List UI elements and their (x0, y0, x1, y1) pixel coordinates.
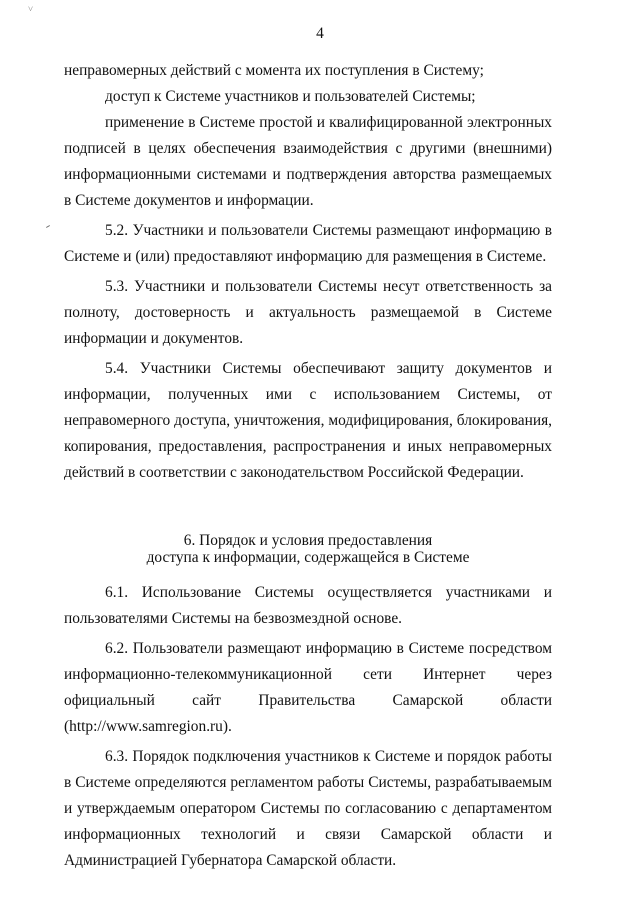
paragraph-5-3: 5.3. Участники и пользователи Системы несут ответственность за полноту, достоверность и актуальность размещаемой в Системе информации и документов. (64, 278, 552, 347)
paragraph-continuation: неправомерных действий с момента их поступления в Систему; (64, 62, 484, 79)
scan-tick-mark (46, 225, 50, 228)
section-6-heading (64, 532, 552, 566)
paragraph-6-1: 6.1. Использование Системы осуществляется участниками и пользователями Системы на безвозмездной основе. (64, 584, 552, 627)
page-number: 4 (316, 25, 324, 42)
scan-mark: ˅ (28, 4, 34, 14)
paragraph-6-2: 6.2. Пользователи размещают информацию в Системе посредством информационно-телекоммуникационной сети Интернет через официальный сайт Правительства Самарской области (http://www.samregion.ru). (64, 640, 552, 735)
paragraph-5-4: 5.4. Участники Системы обеспечивают защиту документов и информации, полученных ими с использованием Системы, от неправомерного доступа, уничтожения, модифицирования, блокирования, копирования, предоставления, распространения и иных неправомерных действий в соответствии с законодательством Российской Федерации. (64, 360, 552, 481)
paragraph-5-2: 5.2. Участники и пользователи Системы размещают информацию в Системе и (или) предоставляют информацию для размещения в Системе. (64, 222, 552, 265)
document-body (64, 58, 552, 874)
section-6-heading-line-2: доступа к информации, содержащейся в Системе (146, 549, 470, 566)
section-6-heading-line-1: 6. Порядок и условия предоставления (183, 532, 433, 549)
paragraph-6-3: 6.3. Порядок подключения участников к Системе и порядок работы в Системе определяются регламентом работы Системы, разрабатываемым и утверждаемым оператором Системы по согласованию с департаментом информационных технологий и связи Самарской области и Администрацией Губернатора Самарской области. (64, 748, 552, 869)
paragraph-access: доступ к Системе участников и пользователей Системы; (105, 88, 476, 105)
paragraph-signatures: применение в Системе простой и квалифицированной электронных подписей в целях обеспечения взаимодействия с другими (внешними) информационными системами и подтверждения авторства размещаемых в Системе документов и информации. (64, 114, 552, 209)
